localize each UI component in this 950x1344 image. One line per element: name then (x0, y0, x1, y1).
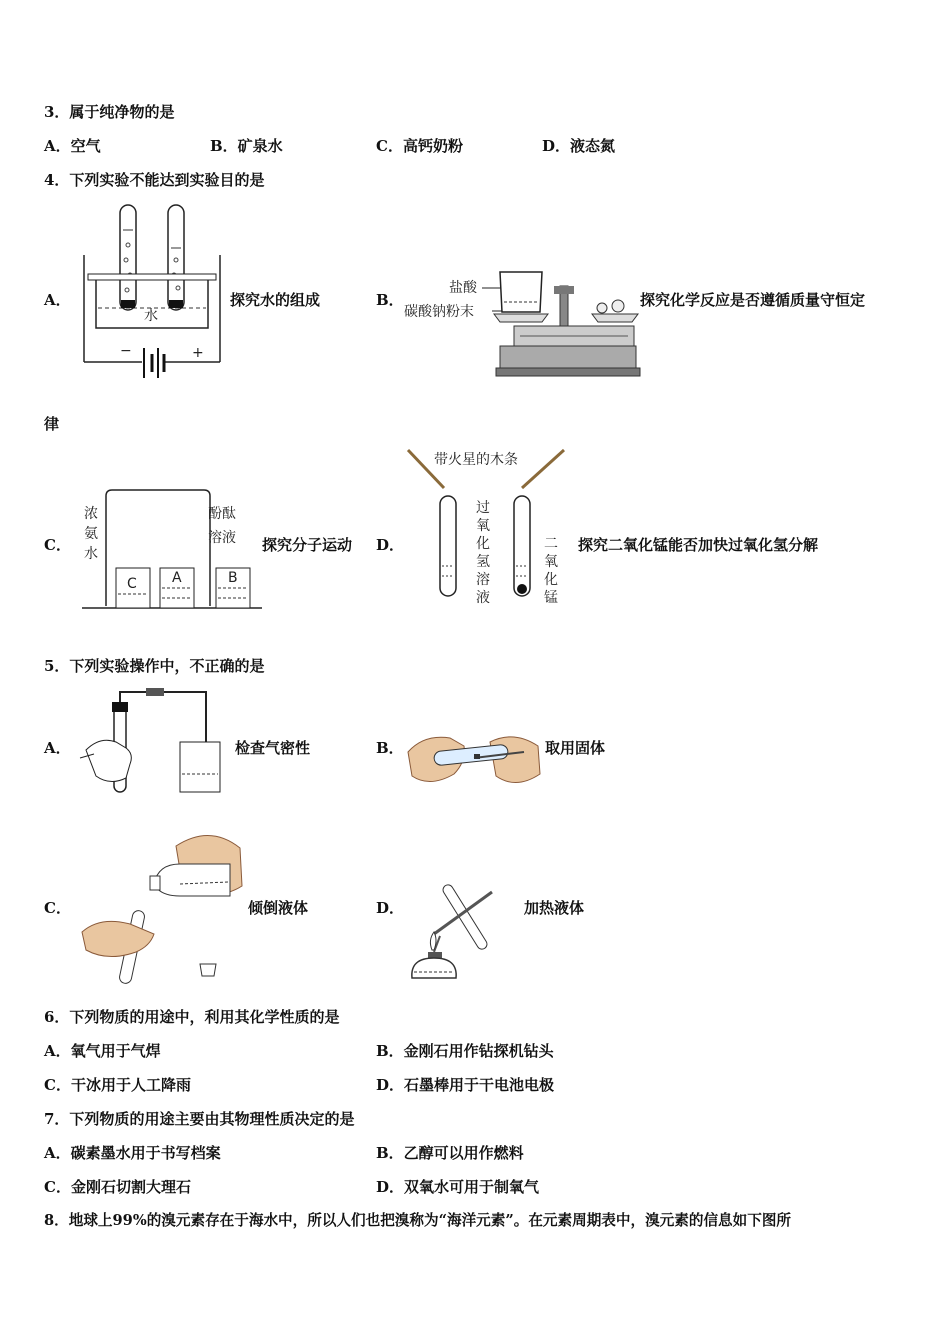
q4-option-b-caption-cont: 律 (44, 415, 60, 433)
solid-taking-figure (404, 712, 544, 796)
q4-option-b-letter[interactable]: B． (376, 291, 404, 309)
q4-option-d-caption: 探究二氧化锰能否加快过氧化氢分解 (578, 536, 819, 554)
svg-text:酚酞: 酚酞 (208, 506, 236, 522)
beaker-c-label: C (127, 576, 137, 592)
svg-text:过: 过 (476, 500, 490, 516)
q3-stem: 3．属于纯净物的是 (44, 103, 175, 121)
svg-text:二: 二 (544, 536, 558, 552)
balance-powder-label: 碳酸钠粉末 (404, 304, 474, 320)
heat-liquid-figure (404, 874, 520, 986)
q5-option-a-letter[interactable]: A． (44, 739, 71, 757)
q4-option-a-caption: 探究水的组成 (230, 291, 321, 309)
beaker-a-label: A (172, 570, 182, 586)
electrolysis-water-label: 水 (144, 308, 158, 324)
q6-option-b[interactable]: B．金刚石用作钻探机钻头 (376, 1042, 554, 1060)
pour-liquid-figure (80, 824, 250, 990)
q7-option-d[interactable]: D．双氧水可用于制氧气 (376, 1178, 540, 1196)
battery-plus-label: + (192, 345, 204, 361)
h2o2-figure (404, 446, 574, 618)
q4-option-d-letter[interactable]: D． (376, 536, 405, 554)
svg-text:液: 液 (476, 590, 490, 606)
svg-text:氢: 氢 (476, 554, 490, 570)
q7-stem: 7．下列物质的用途主要由其物理性质决定的是 (44, 1110, 355, 1128)
svg-text:氧: 氧 (476, 518, 490, 534)
q4-option-c-letter[interactable]: C． (44, 536, 71, 554)
q4-option-a-letter[interactable]: A． (44, 291, 71, 309)
q7-option-b[interactable]: B．乙醇可以用作燃料 (376, 1144, 524, 1162)
q5-option-d-caption: 加热液体 (524, 899, 585, 917)
q4-option-c-caption: 探究分子运动 (262, 536, 353, 554)
q5-option-b-caption: 取用固体 (545, 739, 606, 757)
q8-stem: 8．地球上99%的溴元素存在于海水中，所以人们也把溴称为“海洋元素”。在元素周期表中，溴元素的信息如下图所 (44, 1212, 792, 1229)
svg-text:锰: 锰 (544, 590, 558, 606)
q5-option-b-letter[interactable]: B． (376, 739, 404, 757)
q7-option-a[interactable]: A．碳素墨水用于书写档案 (44, 1144, 221, 1162)
q4-option-b-caption: 探究化学反应是否遵循质量守恒定 (640, 291, 866, 309)
svg-text:化: 化 (544, 572, 558, 588)
q3-option-a[interactable]: A．空气 (44, 137, 101, 155)
svg-text:溶: 溶 (476, 572, 490, 588)
q5-option-c-letter[interactable]: C． (44, 899, 71, 917)
balance-figure (402, 264, 642, 380)
q5-option-d-letter[interactable]: D． (376, 899, 405, 917)
q5-stem: 5．下列实验操作中，不正确的是 (44, 657, 265, 675)
q6-option-a[interactable]: A．氧气用于气焊 (44, 1042, 161, 1060)
q3-option-d[interactable]: D．液态氮 (542, 137, 616, 155)
q5-option-c-caption: 倾倒液体 (248, 899, 309, 917)
airtightness-figure (80, 688, 226, 796)
q6-option-c[interactable]: C．干冰用于人工降雨 (44, 1076, 191, 1094)
molecular-motion-figure (80, 488, 264, 614)
balance-acid-label: 盐酸 (449, 280, 477, 296)
q3-option-b[interactable]: B．矿泉水 (210, 137, 283, 155)
q6-stem: 6．下列物质的用途中，利用其化学性质的是 (44, 1008, 340, 1026)
svg-text:溶液: 溶液 (208, 530, 236, 546)
ammonia-label-2: 氨 (84, 526, 98, 542)
svg-text:化: 化 (476, 536, 490, 552)
q5-option-a-caption: 检查气密性 (235, 739, 311, 757)
ammonia-label-3: 水 (84, 546, 98, 562)
q3-option-c[interactable]: C．高钙奶粉 (376, 137, 463, 155)
ammonia-label-1: 浓 (84, 506, 98, 522)
beaker-b-label: B (228, 570, 238, 586)
electrolysis-figure (80, 200, 230, 385)
q6-option-d[interactable]: D．石墨棒用于干电池电极 (376, 1076, 555, 1094)
svg-text:氧: 氧 (544, 554, 558, 570)
burning-stick-label: 带火星的木条 (434, 452, 518, 468)
battery-minus-label: − (120, 343, 132, 359)
q7-option-c[interactable]: C．金刚石切割大理石 (44, 1178, 191, 1196)
q4-stem: 4．下列实验不能达到实验目的是 (44, 171, 265, 189)
